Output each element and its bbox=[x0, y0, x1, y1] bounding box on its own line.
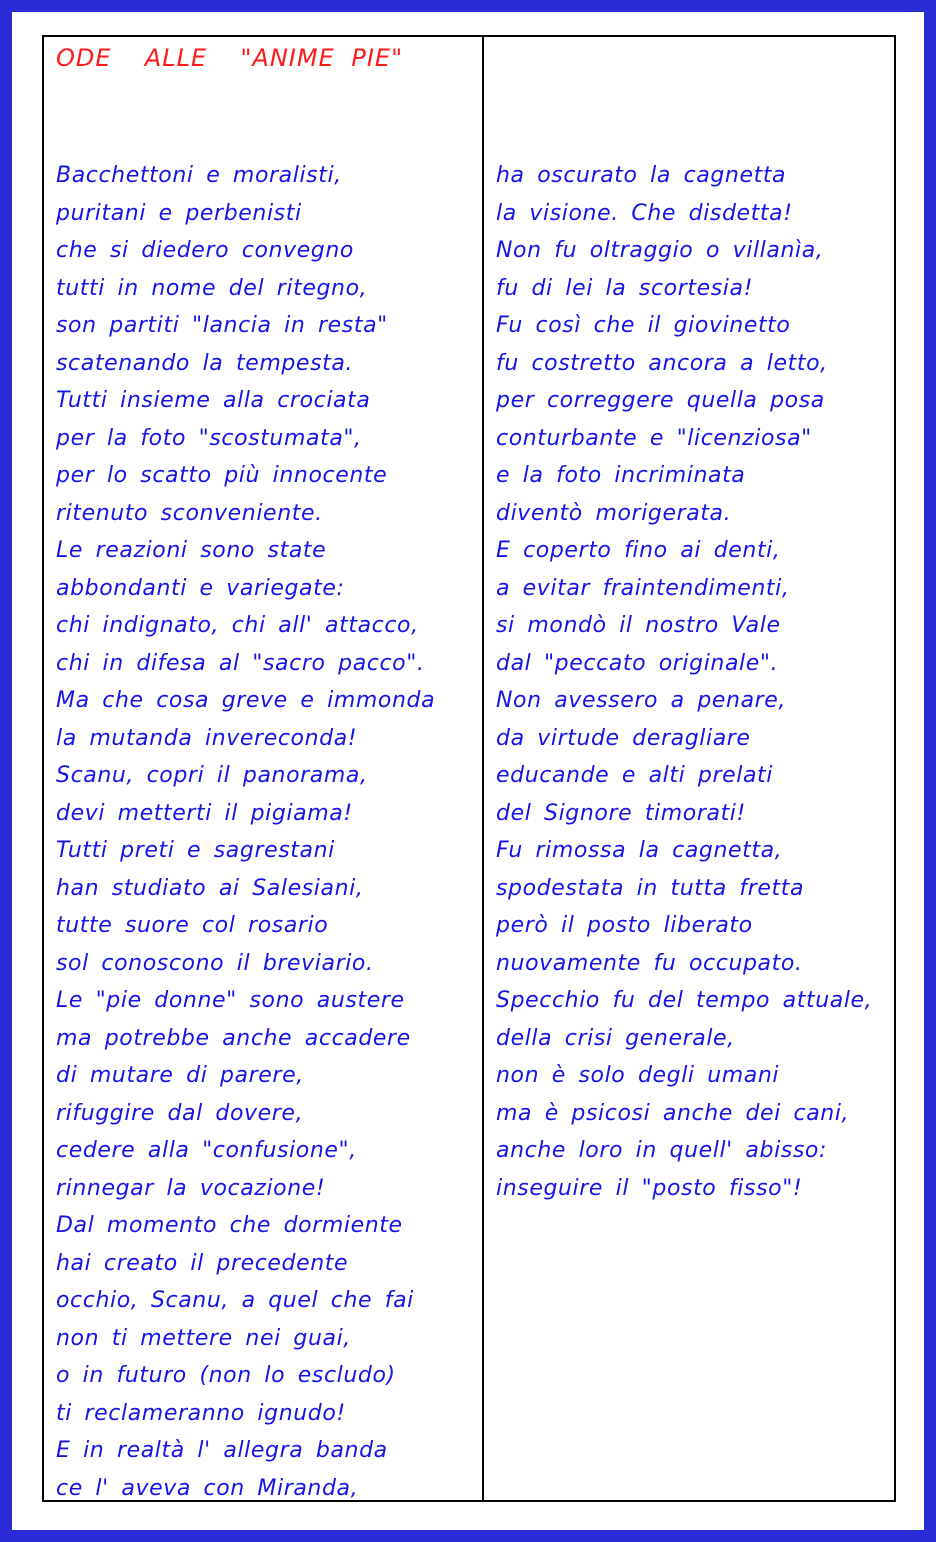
verse-line: rifuggire dal dovere, bbox=[56, 1100, 304, 1126]
poem-table bbox=[42, 35, 896, 1502]
verse-line: devi metterti il pigiama! bbox=[56, 800, 353, 826]
verse-line: spodestata in tutta fretta bbox=[496, 875, 805, 901]
verse-line: per correggere quella posa bbox=[496, 388, 825, 413]
verse-line: ha oscurato la cagnetta bbox=[496, 163, 787, 188]
verse-line: per lo scatto più innocente bbox=[56, 463, 388, 488]
verse-line: nuovamente fu occupato. bbox=[496, 950, 803, 976]
verse-line: hai creato il precedente bbox=[56, 1250, 349, 1276]
verse-line: del Signore timorati! bbox=[496, 800, 746, 826]
verse-line: Le reazioni sono state bbox=[56, 538, 327, 563]
verse-line: non è solo degli umani bbox=[496, 1063, 780, 1088]
verse-line: ritenuto sconveniente. bbox=[56, 500, 323, 526]
verse-line: ti reclameranno ignudo! bbox=[56, 1400, 346, 1426]
verse-line: son partiti "lancia in resta" bbox=[56, 313, 388, 338]
verse-line: per la foto "scostumata", bbox=[56, 425, 362, 451]
verse-line: inseguire il "posto fisso"! bbox=[496, 1175, 803, 1201]
verse-line: dal "peccato originale". bbox=[496, 650, 779, 676]
page-frame bbox=[12, 12, 924, 1530]
verse-line: Specchio fu del tempo attuale, bbox=[496, 988, 873, 1013]
verse-line: diventò morigerata. bbox=[496, 500, 732, 526]
verse-line: chi in difesa al "sacro pacco". bbox=[56, 650, 425, 676]
verse-line: a evitar fraintendimenti, bbox=[496, 575, 790, 601]
verse-line: Bacchettoni e moralisti, bbox=[56, 163, 342, 188]
verse-line: e la foto incriminata bbox=[496, 463, 746, 488]
verse-line: scatenando la tempesta. bbox=[56, 350, 354, 376]
verse-line: sol conoscono il breviario. bbox=[56, 950, 374, 976]
verse-line: Scanu, copri il panorama, bbox=[56, 763, 368, 788]
verse-line: però il posto liberato bbox=[496, 913, 753, 938]
verse-line: ma è psicosi anche dei cani, bbox=[496, 1100, 850, 1126]
verse-line: Non fu oltraggio o villanìa, bbox=[496, 238, 824, 263]
right-column bbox=[496, 157, 872, 1207]
verse-line: che si diedero convegno bbox=[56, 238, 354, 263]
verse-line: han studiato ai Salesiani, bbox=[56, 875, 364, 901]
verse-line: puritani e perbenisti bbox=[56, 200, 302, 226]
verse-line: E in realtà l' allegra banda bbox=[56, 1438, 388, 1463]
verse-line: E coperto fino ai denti, bbox=[496, 538, 781, 563]
verse-line: o in futuro (non lo escludo) bbox=[56, 1363, 396, 1388]
verse-line: si mondò il nostro Vale bbox=[496, 613, 781, 638]
verse-line: abbondanti e variegate: bbox=[56, 575, 345, 601]
verse-line: della crisi generale, bbox=[496, 1025, 735, 1051]
verse-line: rinnegar la vocazione! bbox=[56, 1175, 326, 1201]
verse-line: educande e alti prelati bbox=[496, 763, 773, 788]
verse-line: cedere alla "confusione", bbox=[56, 1138, 357, 1163]
poem-title: ODE ALLE "ANIME PIE" bbox=[56, 44, 404, 72]
verse-line: ma potrebbe anche accadere bbox=[56, 1025, 411, 1051]
verse-line: tutte suore col rosario bbox=[56, 913, 329, 938]
verse-line: conturbante e "licenziosa" bbox=[496, 425, 812, 451]
verse-line: Ma che cosa greve e immonda bbox=[56, 688, 436, 713]
verse-line: Non avessero a penare, bbox=[496, 688, 787, 713]
column-divider bbox=[482, 37, 484, 1500]
verse-line: occhio, Scanu, a quel che fai bbox=[56, 1288, 414, 1313]
verse-line: la visione. Che disdetta! bbox=[496, 200, 793, 226]
verse-line: Dal momento che dormiente bbox=[56, 1213, 403, 1238]
verse-line: fu costretto ancora a letto, bbox=[496, 350, 828, 376]
verse-line: ce l' aveva con Miranda, bbox=[56, 1475, 359, 1501]
verse-line: fu di lei la scortesia! bbox=[496, 275, 753, 301]
verse-line: la mutanda invereconda! bbox=[56, 725, 358, 751]
verse-line: da virtude deragliare bbox=[496, 725, 751, 751]
verse-line: Tutti insieme alla crociata bbox=[56, 388, 371, 413]
verse-line: non ti mettere nei guai, bbox=[56, 1325, 351, 1351]
verse-line: Fu rimossa la cagnetta, bbox=[496, 838, 783, 863]
verse-line: Fu così che il giovinetto bbox=[496, 313, 791, 338]
left-column bbox=[56, 157, 435, 1507]
verse-line: anche loro in quell' abisso: bbox=[496, 1138, 827, 1163]
verse-line: di mutare di parere, bbox=[56, 1063, 304, 1088]
verse-line: chi indignato, chi all' attacco, bbox=[56, 613, 419, 638]
verse-line: tutti in nome del ritegno, bbox=[56, 275, 368, 301]
verse-line: Tutti preti e sagrestani bbox=[56, 838, 335, 863]
verse-line: Le "pie donne" sono austere bbox=[56, 988, 405, 1013]
